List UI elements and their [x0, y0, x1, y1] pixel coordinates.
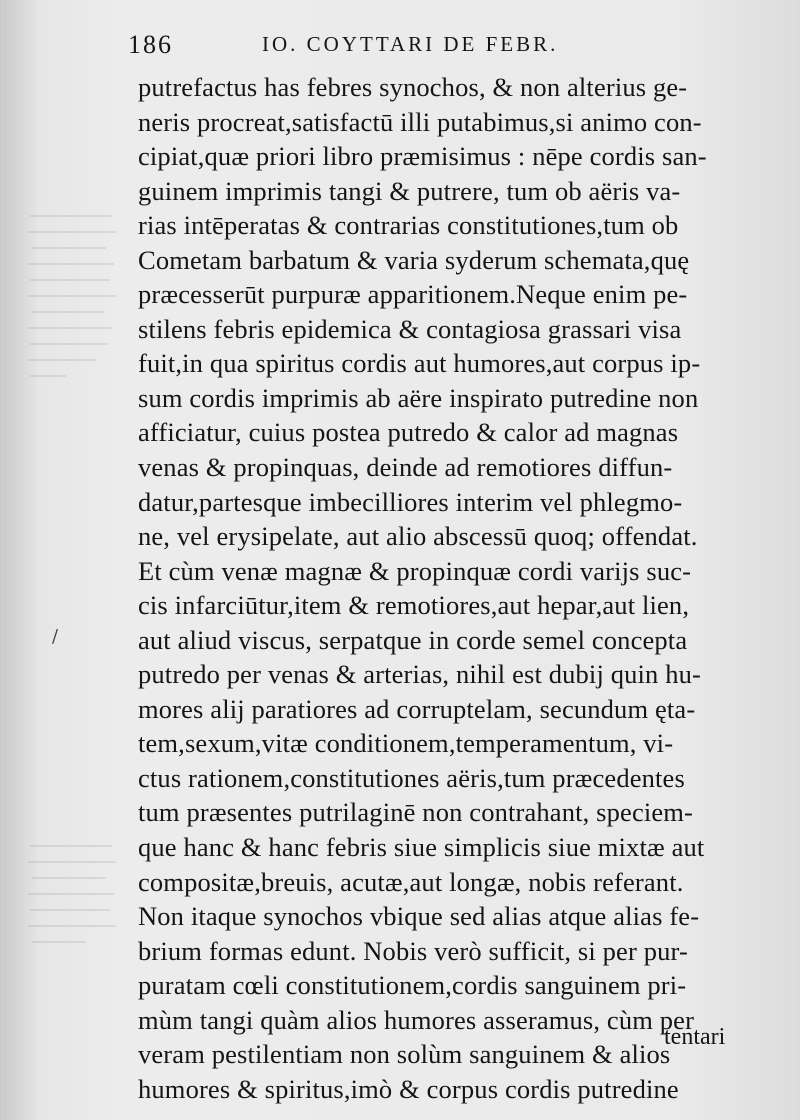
- text-line: fuit,in qua spiritus cordis aut humores,aut corpus ip-: [138, 348, 701, 379]
- text-line: tem,sexum,vitæ conditionem,temperamentum, vi-: [138, 728, 674, 759]
- text-line: compositæ,breuis, acutæ,aut longæ, nobis referant.: [138, 866, 684, 897]
- text-line: Cometam barbatum & varia syderum schemata,quę: [138, 244, 690, 275]
- show-through-marks: [26, 210, 126, 410]
- text-line: humores & spiritus,imò & corpus cordis putredine: [138, 1073, 679, 1104]
- stray-ink-mark: /: [52, 626, 59, 647]
- text-line: Et cùm venæ magnæ & propinquæ cordi varijs suc-: [138, 555, 692, 586]
- text-line: mùm tangi quàm alios humores asseramus, cùm per: [138, 1004, 695, 1035]
- text-line: aut aliud viscus, serpatque in corde semel concepta: [138, 624, 688, 655]
- text-line: brium formas edunt. Nobis verò sufficit, si per pur-: [138, 935, 688, 966]
- show-through-marginalia-lower: [26, 840, 126, 970]
- text-line: guinem imprimis tangi & putrere, tum ob aëris va-: [138, 175, 681, 206]
- text-line: putredo per venas & arterias, nihil est dubij quin hu-: [138, 659, 701, 690]
- text-line: stilens febris epidemica & contagiosa grassari visa: [138, 313, 682, 344]
- text-line: cipiat,quæ priori libro præmisimus : nēpe cordis san-: [138, 141, 707, 172]
- text-line: tum præsentes putrilaginē non contrahant, speciem-: [138, 797, 694, 828]
- text-line: puratam cœli constitutionem,cordis sanguinem pri-: [138, 970, 687, 1001]
- page-header: [128, 30, 628, 62]
- text-line: neris procreat,satisfactū illi putabimus,si animo con-: [138, 106, 702, 137]
- show-through-marginalia: [26, 210, 126, 410]
- text-line: putrefactus has febres synochos, & non alterius ge-: [138, 72, 688, 102]
- text-line: venas & propinquas, deinde ad remotiores diffun-: [138, 452, 673, 483]
- text-line: afficiatur, cuius postea putredo & calor ad magnas: [138, 417, 679, 448]
- text-line: que hanc & hanc febris siue simplicis siue mixtæ aut: [138, 832, 705, 863]
- text-line: cis infarciūtur,item & remotiores,aut hepar,aut lien,: [138, 590, 690, 621]
- show-through-marks-lower: [26, 840, 126, 970]
- text-line: ne, vel erysipelate, aut alio abscessū quoq; offendat.: [138, 521, 698, 552]
- page-number: 186: [128, 30, 173, 59]
- text-line: rias intēperatas & contrarias constitutiones,tum ob: [138, 210, 679, 241]
- text-line: veram pestilentiam non solùm sanguinem & alios: [138, 1039, 671, 1070]
- running-head: IO. COYTTARI DE FEBR.: [262, 32, 559, 56]
- catchword: tentari: [664, 1024, 726, 1050]
- text-line: datur,partesque imbecilliores interim vel phlegmo-: [138, 486, 683, 517]
- text-line: ctus rationem,constitutiones aëris,tum præcedentes: [138, 762, 685, 793]
- text-line: mores alij paratiores ad corruptelam, secundum ęta-: [138, 693, 696, 724]
- text-line: præcesserūt purpuræ apparitionem.Neque enim pe-: [138, 279, 688, 310]
- text-line: Non itaque synochos vbique sed alias atque alias fe-: [138, 901, 700, 932]
- body-text: [138, 70, 738, 1106]
- text-line: sum cordis imprimis ab aëre inspirato putredine non: [138, 382, 699, 413]
